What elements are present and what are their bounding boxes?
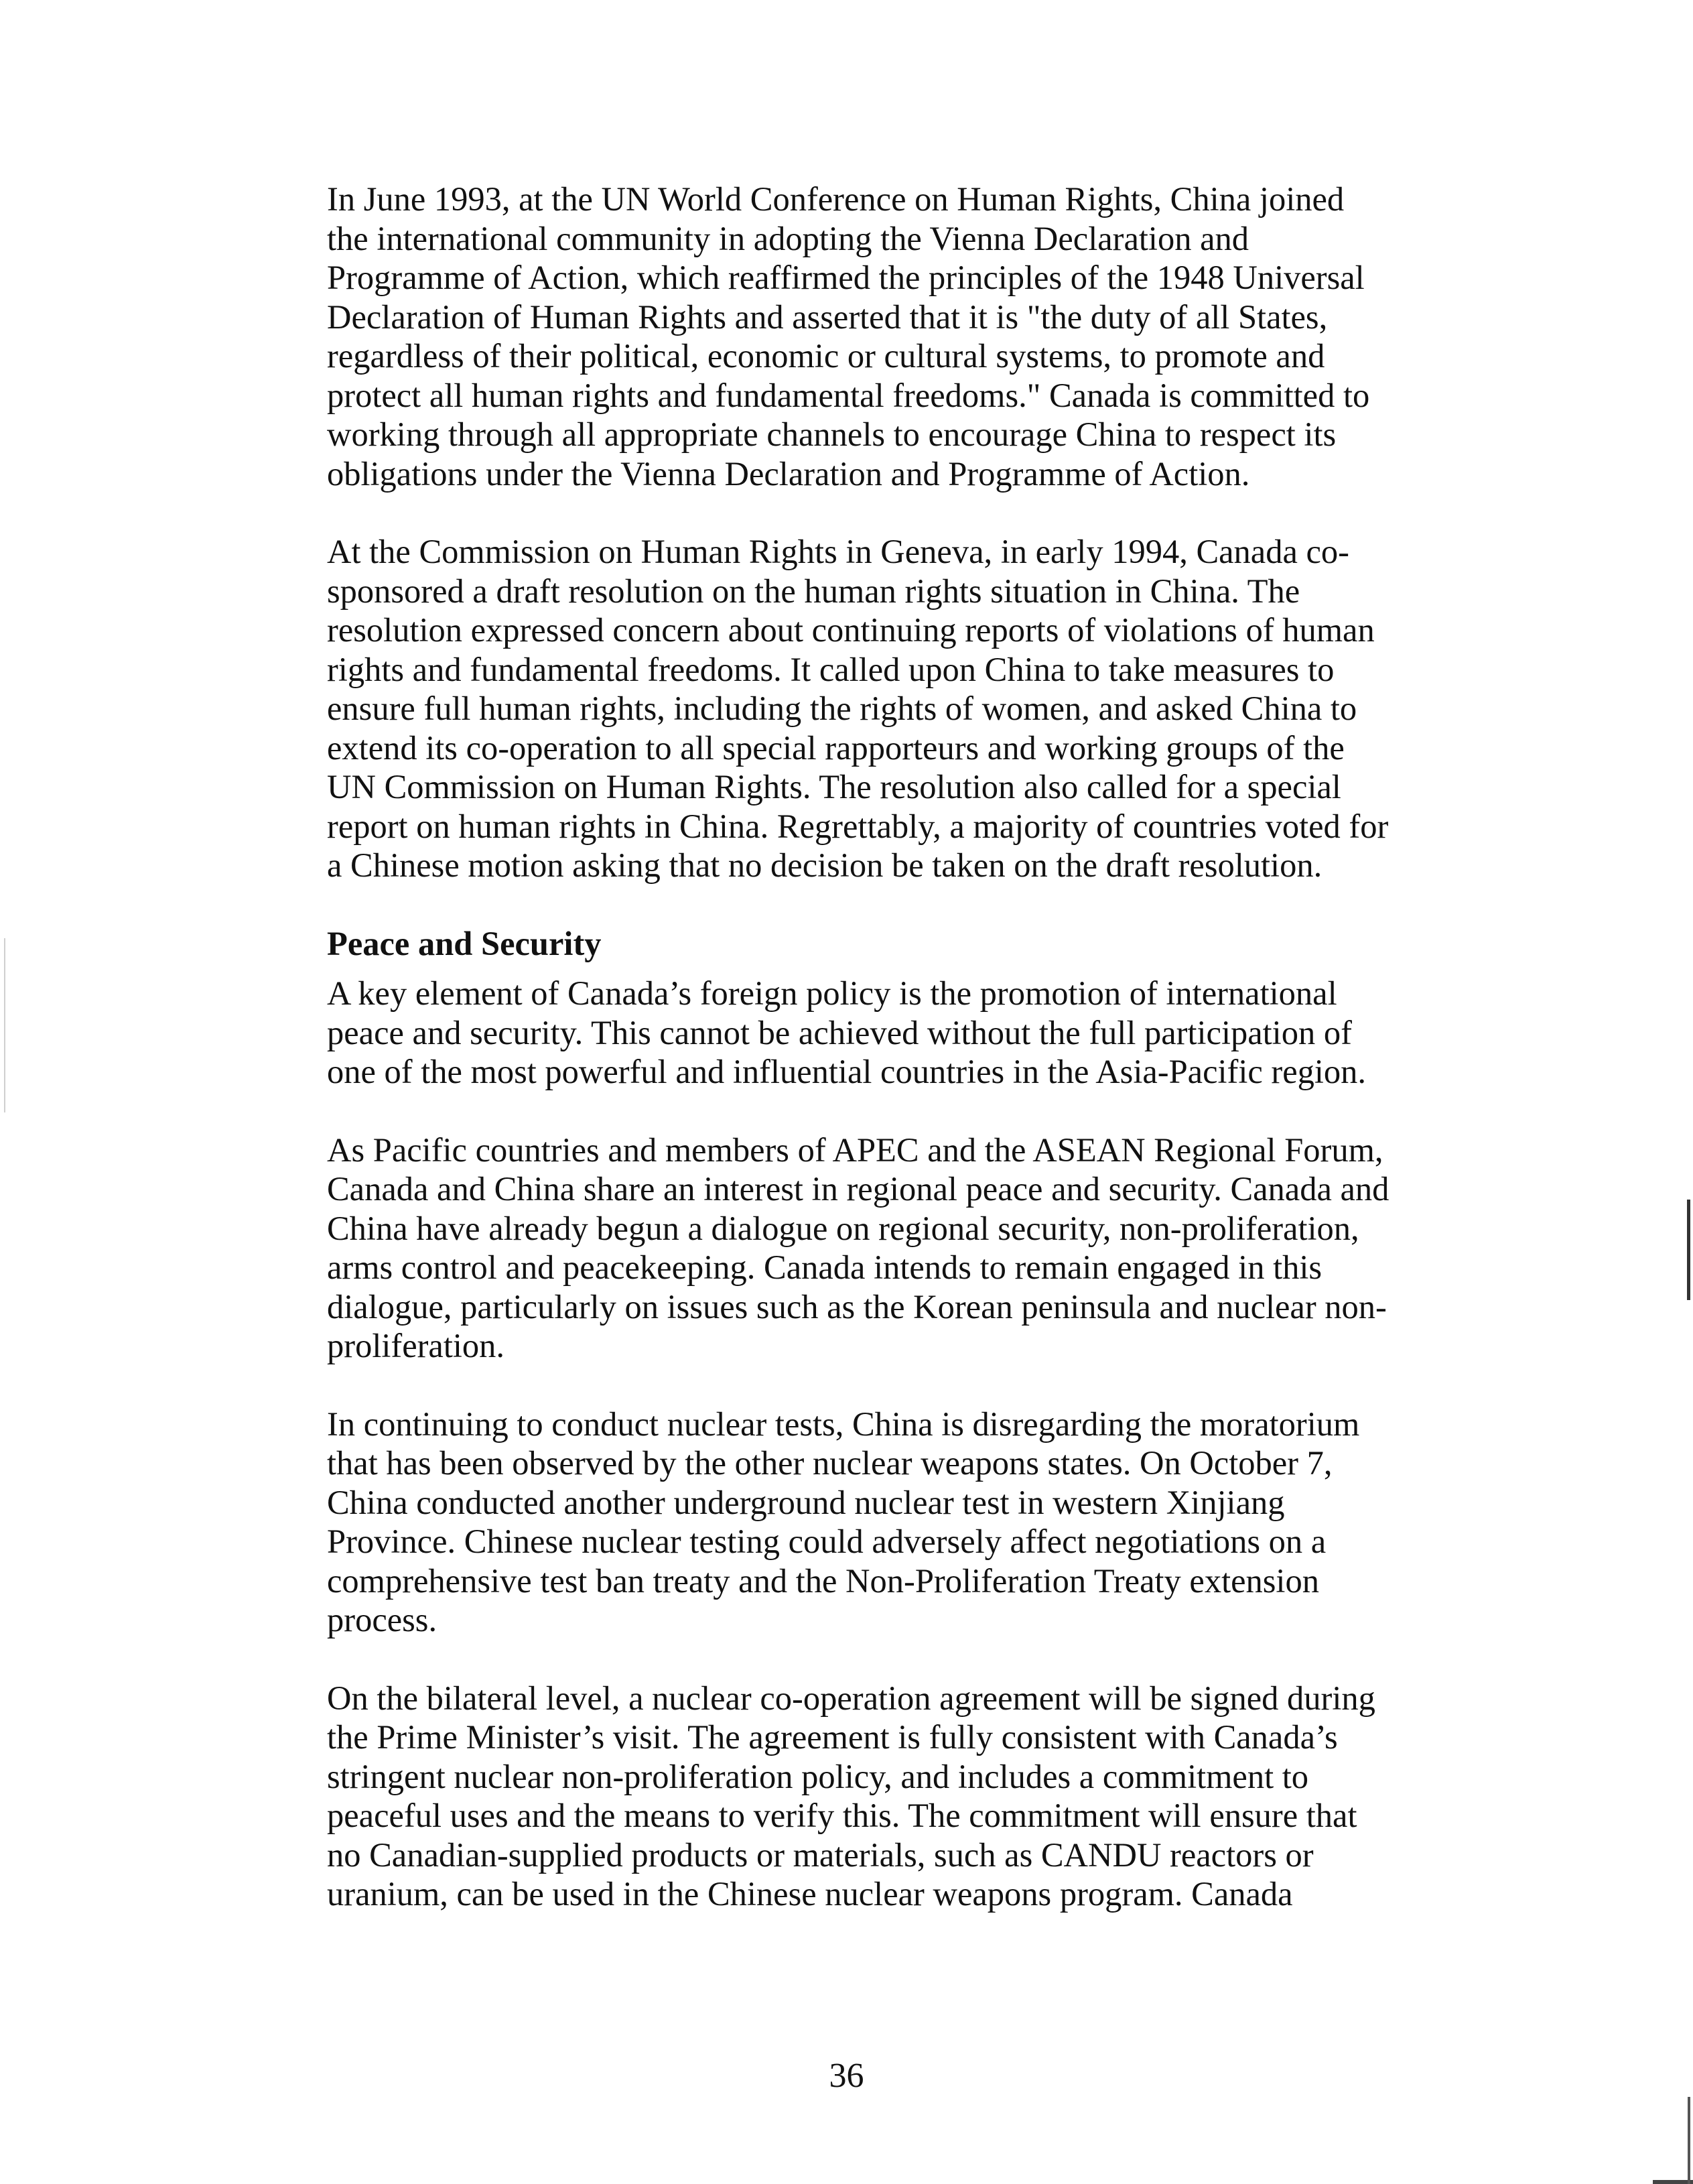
text-line: Declaration of Human Rights and asserted that it is "the duty of all States, [327, 298, 1328, 336]
text-line: proliferation. [327, 1327, 505, 1364]
text-line: On the bilateral level, a nuclear co-operation agreement will be signed during [327, 1679, 1375, 1717]
text-line: working through all appropriate channels to encourage China to respect its [327, 415, 1337, 453]
text-line: At the Commission on Human Rights in Geneva, in early 1994, Canada co- [327, 533, 1349, 570]
text-line: regardless of their political, economic or cultural systems, to promote and [327, 337, 1325, 375]
text-line: peaceful uses and the means to verify this. The commitment will ensure that [327, 1797, 1357, 1834]
text-line: the Prime Minister’s visit. The agreement is fully consistent with Canada’s [327, 1718, 1338, 1756]
text-line: In June 1993, at the UN World Conference on Human Rights, China joined [327, 180, 1345, 218]
text-line: one of the most powerful and influential countries in the Asia-Pacific region. [327, 1053, 1367, 1090]
section-paragraphs [327, 974, 1432, 1914]
paragraph [327, 180, 1432, 493]
text-line: report on human rights in China. Regrettably, a majority of countries voted for [327, 807, 1389, 845]
text-line: comprehensive test ban treaty and the Non-Proliferation Treaty extension [327, 1561, 1319, 1600]
text-line: peace and security. This cannot be achieved without the full participation of [327, 1013, 1352, 1051]
text-line: resolution expressed concern about continuing reports of violations of human [327, 611, 1375, 649]
text-line: a Chinese motion asking that no decision be taken on the draft resolution. [327, 846, 1323, 884]
paragraph [327, 974, 1432, 1092]
page-number: 36 [829, 2057, 864, 2095]
scan-edge-mark [1688, 2097, 1690, 2184]
text-line: uranium, can be used in the Chinese nuclear weapons program. Canada [327, 1875, 1293, 1913]
text-line: China conducted another underground nuclear test in western Xinjiang [327, 1483, 1285, 1521]
text-line: protect all human rights and fundamental freedoms." Canada is committed to [327, 376, 1370, 414]
section-heading: Peace and Security [327, 924, 602, 962]
scan-edge-mark [4, 938, 5, 1112]
text-line: process. [327, 1601, 437, 1639]
paragraph [327, 1405, 1432, 1640]
text-line: arms control and peacekeeping. Canada intends to remain engaged in this [327, 1248, 1323, 1286]
text-line: A key element of Canada’s foreign policy is the promotion of international [327, 974, 1337, 1012]
text-line: that has been observed by the other nuclear weapons states. On October 7, [327, 1444, 1333, 1482]
text-line: UN Commission on Human Rights. The resolution also called for a special [327, 768, 1341, 806]
text-line: dialogue, particularly on issues such as the Korean peninsula and nuclear non- [327, 1287, 1387, 1326]
text-line: In continuing to conduct nuclear tests, China is disregarding the moratorium [327, 1405, 1360, 1443]
text-line: extend its co-operation to all special rapporteurs and working groups of the [327, 728, 1345, 767]
text-line: no Canadian-supplied products or materials, such as CANDU reactors or [327, 1836, 1314, 1874]
text-line: obligations under the Vienna Declaration and Programme of Action. [327, 454, 1250, 493]
text-line: ensure full human rights, including the rights of women, and asked China to [327, 690, 1357, 727]
paragraph [327, 532, 1432, 885]
text-line: stringent nuclear non-proliferation policy, and includes a commitment to [327, 1757, 1309, 1795]
text-line: As Pacific countries and members of APEC and the ASEAN Regional Forum, [327, 1131, 1383, 1169]
paragraph [327, 1131, 1432, 1366]
intro-paragraphs [327, 180, 1432, 885]
scan-edge-mark [1653, 2180, 1693, 2184]
text-line: Programme of Action, which reaffirmed the principles of the 1948 Universal [327, 259, 1365, 296]
document-body [327, 180, 1432, 1953]
text-line: the international community in adopting the Vienna Declaration and [327, 219, 1249, 257]
text-line: rights and fundamental freedoms. It called upon China to take measures to [327, 650, 1335, 688]
text-line: Canada and China share an interest in regional peace and security. Canada and [327, 1170, 1390, 1208]
text-line: Province. Chinese nuclear testing could adversely affect negotiations on a [327, 1523, 1327, 1560]
scan-edge-mark [1687, 1200, 1690, 1300]
paragraph [327, 1679, 1432, 1914]
text-line: sponsored a draft resolution on the human rights situation in China. The [327, 572, 1300, 610]
text-line: China have already begun a dialogue on regional security, non-proliferation, [327, 1209, 1359, 1247]
